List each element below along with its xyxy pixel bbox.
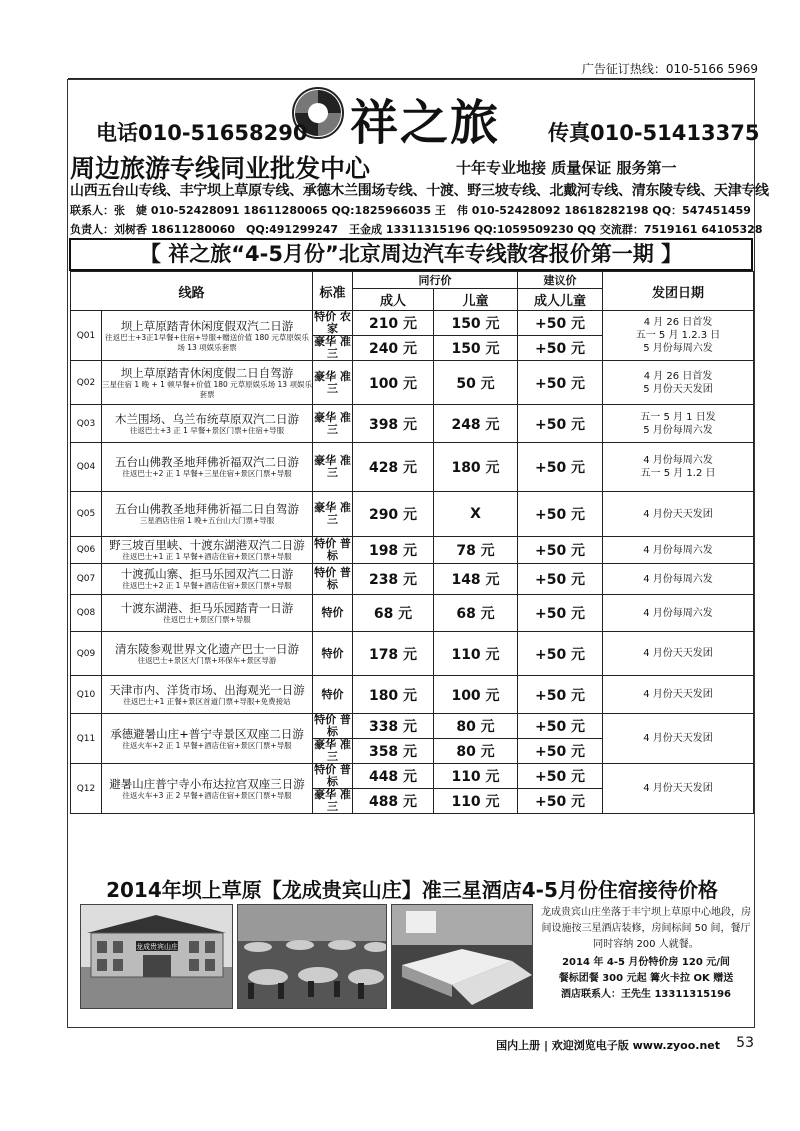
hotel-contact: 酒店联系人：王先生 13311315196 — [560, 989, 732, 1000]
hotel-building-photo — [80, 904, 233, 1009]
standard: 豪华 准三 — [313, 405, 353, 443]
route-title: 坝上草原踏青休闲度假二日自驾游 — [120, 365, 294, 380]
adult-price: 238 元 — [353, 564, 434, 595]
table-row — [71, 537, 754, 564]
standard: 豪华 准三 — [313, 443, 353, 492]
child-price: X — [434, 492, 518, 537]
route-title: 避暑山庄普宁寺小布达拉宫双座三日游 — [109, 776, 305, 791]
header-suggest-price: 建议价 — [518, 272, 603, 289]
route-code: Q05 — [71, 492, 102, 537]
departure-date: 4 月 26 日首发 五一 5 月 1.2.3 日 5 月份每周六发 — [603, 311, 754, 361]
route-cell — [102, 537, 313, 564]
suggest-price: +50 元 — [518, 537, 603, 564]
price-table-body — [71, 311, 754, 814]
route-cell — [102, 676, 313, 714]
hotel-description: 龙成贵宾山庄坐落于丰宁坝上草原中心地段，房间设施按三星酒店装修，房间标间 50 间，餐厅同时容纳 200 人就餐。 — [541, 907, 751, 950]
standard: 豪华 准三 — [313, 361, 353, 405]
header-child: 儿童 — [434, 289, 518, 311]
table-row — [71, 492, 754, 537]
table-row — [71, 564, 754, 595]
suggest-price: +50 元 — [518, 632, 603, 676]
hotel-sign-text: 龙成贵宾山庄 — [136, 943, 178, 951]
price-banner: 【 祥之旅“4-5月份”北京周边汽车专线散客报价第一期 】 — [69, 238, 753, 271]
departure-date: 4 月份每周六发 — [603, 595, 754, 632]
phone-number: 电话010-51658290 — [96, 121, 308, 145]
standard: 豪华 准三 — [314, 738, 351, 763]
route-cell — [102, 564, 313, 595]
route-cell — [102, 492, 313, 537]
standard: 豪华 准三 — [313, 492, 353, 537]
table-row — [71, 676, 754, 714]
departure-date: 4 月份每周六发 — [603, 564, 754, 595]
departure-date: 4 月份天天发团 — [603, 714, 754, 764]
fax-number: 传真010-51413375 — [548, 121, 760, 145]
route-title: 五台山佛教圣地拜佛祈福双汽二日游 — [115, 455, 299, 469]
table-row — [71, 764, 754, 789]
route-title: 十渡东湖港、拒马乐园踏青一日游 — [120, 601, 294, 615]
table-row — [71, 405, 754, 443]
adult-price: 290 元 — [353, 492, 434, 537]
suggest-price: +50 元 — [518, 311, 603, 336]
table-row — [71, 632, 754, 676]
route-detail: 往返巴士+1 正 1 早餐+酒店住宿+景区门票+导服 — [122, 552, 292, 561]
suggest-price: +50 元 — [518, 789, 603, 814]
suggest-price: +50 元 — [518, 361, 603, 405]
departure-date: 4 月份天天发团 — [603, 492, 754, 537]
contact-line-1: 联系人：张 婕 010-52428091 18611280065 QQ:1825966035 王 伟 010-52428092 18618282198 QQ：547451459 — [70, 204, 751, 217]
header-peer-price: 同行价 — [353, 272, 518, 289]
adult-price: 68 元 — [353, 595, 434, 632]
child-price: 248 元 — [434, 405, 518, 443]
table-row — [71, 714, 754, 739]
child-price: 80 元 — [434, 714, 518, 739]
route-title: 清东陵参观世界文化遗产巴士一日游 — [115, 641, 299, 656]
suggest-price: +50 元 — [518, 764, 603, 789]
departure-date: 4 月份每周六发 五一 5 月 1.2 日 — [603, 443, 754, 492]
departure-date: 4 月份天天发团 — [603, 632, 754, 676]
route-code: Q03 — [71, 405, 102, 443]
child-price: 148 元 — [434, 564, 518, 595]
route-code: Q10 — [71, 676, 102, 714]
table-row — [71, 361, 754, 405]
child-price: 78 元 — [434, 537, 518, 564]
header-standard: 标准 — [313, 272, 353, 311]
standard: 特价 普标 — [313, 564, 353, 595]
suggest-price: +50 元 — [518, 714, 603, 739]
suggest-price: +50 元 — [518, 676, 603, 714]
adult-price: 180 元 — [353, 676, 434, 714]
route-cell — [102, 405, 313, 443]
route-cell — [102, 714, 313, 764]
slogan: 十年专业地接 质量保证 服务第一 — [456, 159, 677, 177]
suggest-price: +50 元 — [518, 595, 603, 632]
price-table — [70, 271, 754, 814]
standard: 特价 农家 — [314, 310, 351, 335]
adult-price: 398 元 — [353, 405, 434, 443]
child-price: 150 元 — [434, 311, 518, 336]
suggest-price: +50 元 — [518, 492, 603, 537]
header-adult: 成人 — [353, 289, 434, 311]
route-detail: 三星住宿 1 晚 + 1 顿早餐+价值 180 元草原娱乐场 13 项娱乐套票 — [102, 379, 312, 399]
route-code: Q11 — [71, 714, 102, 764]
header-departure: 发团日期 — [603, 272, 754, 311]
route-detail: 往返巴士+3正1早餐+住宿+导服+赠送价值 180 元草原娱乐场 13 项娱乐套票 — [105, 332, 309, 352]
route-detail: 往返巴士+1 正餐+景区首道门票+导服+免费接站 — [123, 696, 291, 706]
adult-price: 448 元 — [353, 764, 434, 789]
adult-price: 428 元 — [353, 443, 434, 492]
footer-text: 国内上册 | 欢迎浏览电子版 www.zyoo.net — [496, 1039, 720, 1052]
departure-date: 4 月份天天发团 — [603, 764, 754, 814]
route-detail: 往返巴士+景区门票+导服 — [163, 615, 251, 624]
dining-hall-photo — [237, 904, 387, 1009]
standard: 特价 — [313, 632, 353, 676]
departure-date: 4 月 26 日首发 5 月份天天发团 — [603, 361, 754, 405]
route-detail: 往返巴士+3 正 1 早餐+景区门票+住宿+导服 — [129, 425, 285, 435]
standard: 豪华 准三 — [314, 335, 351, 360]
adult-price: 178 元 — [353, 632, 434, 676]
child-price: 100 元 — [434, 676, 518, 714]
route-cell — [102, 632, 313, 676]
guest-room-photo — [391, 904, 533, 1009]
suggest-price: +50 元 — [518, 336, 603, 361]
child-price: 50 元 — [434, 361, 518, 405]
route-title: 坝上草原踏青休闲度假双汽二日游 — [120, 318, 294, 333]
route-detail: 往返火车+3 正 2 早餐+酒店住宿+景区门票+导服 — [122, 790, 292, 800]
route-code: Q12 — [71, 764, 102, 814]
standard: 特价 普标 — [314, 763, 351, 788]
route-code: Q08 — [71, 595, 102, 632]
route-cell — [102, 311, 313, 361]
hotel-room-price: 2014 年 4-5 月份特价房 120 元/间 — [562, 957, 730, 968]
route-code: Q02 — [71, 361, 102, 405]
header-route: 线路 — [71, 272, 313, 311]
adult-price: 240 元 — [353, 336, 434, 361]
route-detail: 往返巴士+景区大门票+环保车+景区导游 — [137, 655, 277, 665]
suggest-price: +50 元 — [518, 443, 603, 492]
table-row — [71, 443, 754, 492]
adult-price: 100 元 — [353, 361, 434, 405]
route-code: Q01 — [71, 311, 102, 361]
route-code: Q06 — [71, 537, 102, 564]
child-price: 110 元 — [434, 632, 518, 676]
route-cell — [102, 764, 313, 814]
route-title: 五台山佛教圣地拜佛祈福二日自驾游 — [115, 502, 299, 516]
route-title: 天津市内、洋货市场、出海观光一日游 — [109, 682, 305, 697]
route-detail: 往返巴士+2 正 1 早餐+三星住宿+景区门票+导服 — [122, 469, 292, 478]
hotel-title: 2014年坝上草原【龙成贵宾山庄】准三星酒店4-5月份住宿接待价格 — [106, 878, 718, 902]
child-price: 110 元 — [434, 764, 518, 789]
table-row — [71, 595, 754, 632]
child-price: 110 元 — [434, 789, 518, 814]
ad-hotline: 广告征订热线：010-5166 5969 — [581, 62, 758, 76]
route-detail: 往返火车+2 正 1 早餐+酒店住宿+景区门票+导服 — [122, 740, 292, 750]
departure-date: 五一 5 月 1 日发 5 月份每周六发 — [603, 405, 754, 443]
route-cell — [102, 361, 313, 405]
suggest-price: +50 元 — [518, 739, 603, 764]
route-title: 野三坡百里峡、十渡东湖港双汽二日游 — [109, 538, 305, 552]
departure-date: 4 月份天天发团 — [603, 676, 754, 714]
page-number: 53 — [736, 1035, 754, 1051]
brand-name: 祥之旅 — [350, 95, 501, 151]
hotel-meal-offer: 餐标团餐 300 元起 篝火卡拉 OK 赠送 — [558, 973, 734, 984]
route-title: 木兰围场、乌兰布统草原双汽二日游 — [115, 411, 299, 426]
table-row — [71, 311, 754, 336]
child-price: 180 元 — [434, 443, 518, 492]
route-detail: 三星酒店住宿 1 晚+五台山大门票+导服 — [139, 516, 275, 525]
adult-price: 210 元 — [353, 311, 434, 336]
route-cell — [102, 595, 313, 632]
route-title: 承德避暑山庄+普宁寺景区双座二日游 — [110, 726, 304, 741]
standard: 特价 — [313, 676, 353, 714]
standard: 特价 普标 — [314, 713, 351, 738]
adult-price: 198 元 — [353, 537, 434, 564]
child-price: 68 元 — [434, 595, 518, 632]
route-lines: 山西五台山专线、丰宁坝上草原专线、承德木兰围场专线、十渡、野三坡专线、北戴河专线、清东陵专线、天津专线 — [70, 183, 769, 199]
hotel-offer — [541, 955, 751, 1003]
suggest-price: +50 元 — [518, 405, 603, 443]
route-code: Q09 — [71, 632, 102, 676]
route-code: Q07 — [71, 564, 102, 595]
route-cell — [102, 443, 313, 492]
standard: 特价 普标 — [314, 537, 351, 562]
child-price: 80 元 — [434, 739, 518, 764]
departure-date: 4 月份每周六发 — [603, 537, 754, 564]
standard: 特价 — [313, 595, 353, 632]
adult-price: 488 元 — [353, 789, 434, 814]
company-tagline: 周边旅游专线同业批发中心 — [70, 154, 371, 183]
header-adult-child: 成人儿童 — [518, 289, 603, 311]
child-price: 150 元 — [434, 336, 518, 361]
route-title: 十渡孤山寨、拒马乐园双汽二日游 — [120, 567, 294, 581]
route-detail: 往返巴士+2 正 1 早餐+酒店住宿+景区门票+导服 — [122, 581, 292, 590]
route-code: Q04 — [71, 443, 102, 492]
adult-price: 358 元 — [353, 739, 434, 764]
suggest-price: +50 元 — [518, 564, 603, 595]
adult-price: 338 元 — [353, 714, 434, 739]
contact-line-2: 负责人：刘树香 18611280060 QQ:491299247 王金成 13311315196 QQ:1059509230 QQ 交流群：7519161 64105328 — [70, 223, 763, 236]
standard: 豪华 准三 — [314, 788, 351, 813]
